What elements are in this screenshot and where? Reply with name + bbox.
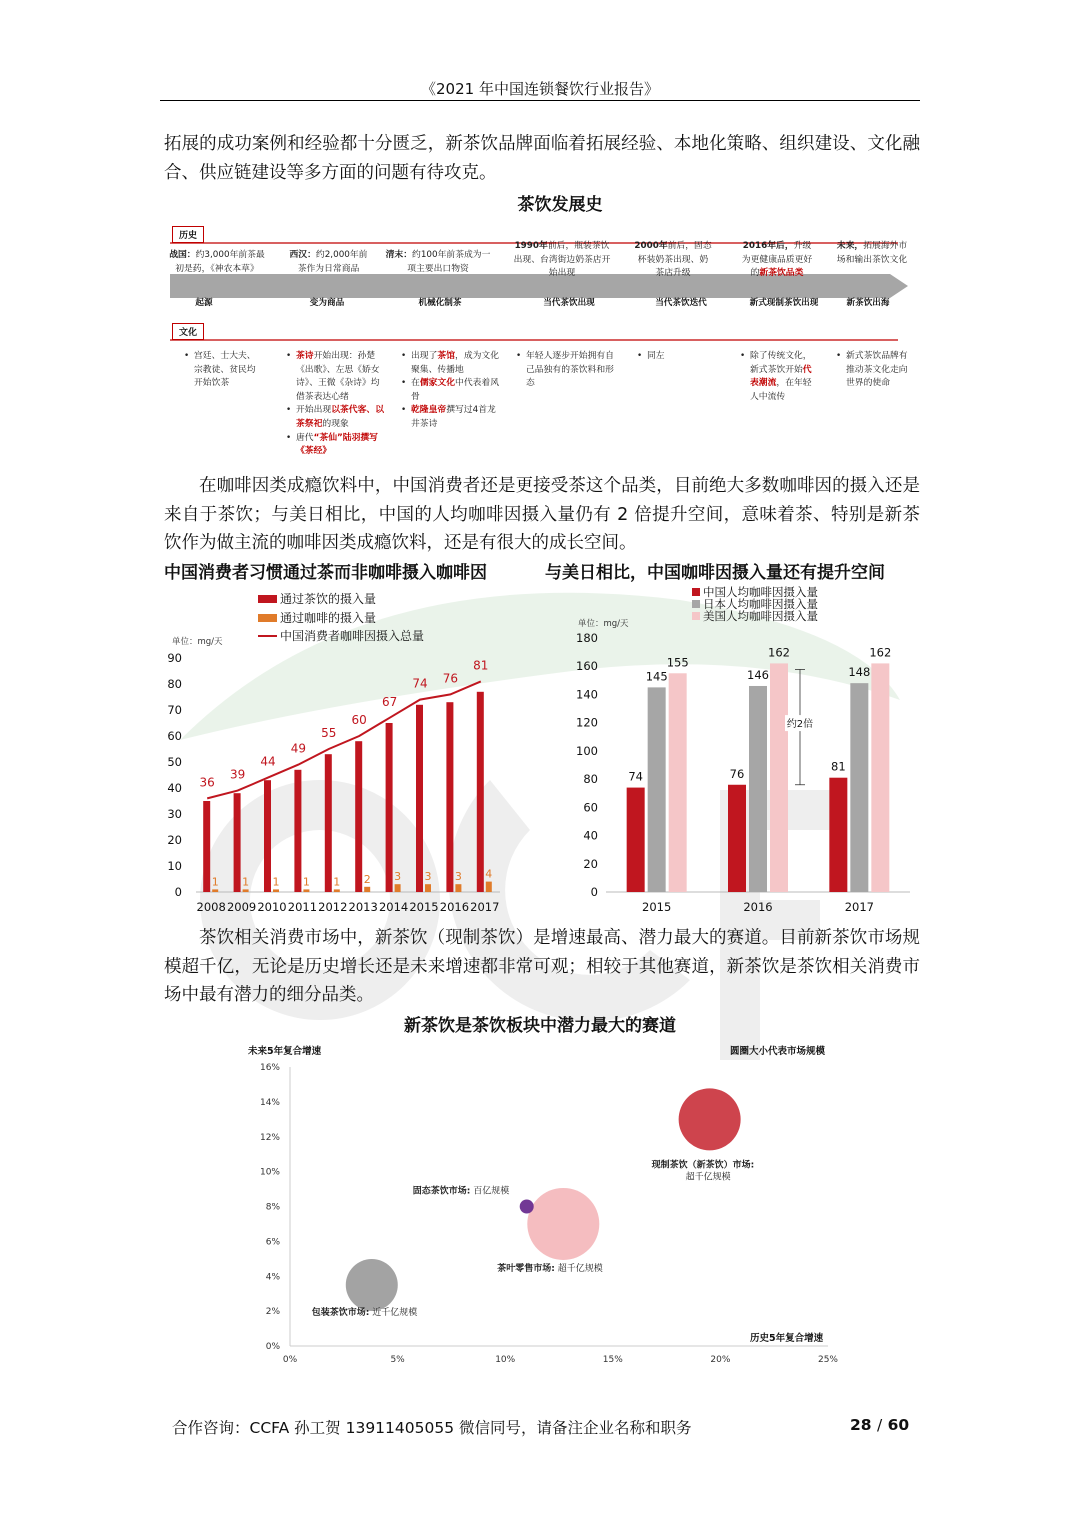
- y-tick-label: 80: [167, 677, 182, 691]
- paragraph-1: 拓展的成功案例和经验都十分匮乏，新茶饮品牌面临着拓展经验、本地化策略、组织建设、文化融合、供应链建设等多方面的问题有待攻克。: [164, 134, 920, 183]
- bubble-label-size: 超千亿规模: [554, 1263, 603, 1274]
- paragraph-3: 茶饮相关消费市场中，新茶饮（现制茶饮）是增速最高、潜力最大的赛道。目前新茶饮市场规模超千亿，无论是历史增长还是未来增速都非常可观；相较于其他赛道，新茶饮是茶饮相关消费市场中最有潜力的细分品类。: [164, 928, 920, 1005]
- x-tick-label: 2016: [439, 900, 470, 914]
- history-3: 清末：约100年前茶成为一项主要出口物资: [385, 250, 491, 274]
- stage-6: 新式现制茶饮出现: [749, 298, 819, 308]
- coffee-value-label: 4: [485, 867, 493, 881]
- culture-2: • 茶诗开始出现：孙楚《出歌》、左思《娇女诗》、王微《杂诗》均借茶表达心绪 • 开始出现以茶代客、以茶祭祀的现象 • 唐代“茶仙”陆羽撰写《茶经》: [286, 350, 386, 459]
- y-tick-label: 12%: [259, 1132, 280, 1143]
- history-4: 1990年前后，瓶装茶饮出现、台湾街边奶茶店开始出现: [513, 241, 611, 279]
- history-1: 战国：约3,000年前茶最初是药，《神农本草》: [169, 250, 265, 274]
- y-tick-label: 14%: [259, 1097, 280, 1108]
- y-tick-label: 16%: [259, 1063, 280, 1073]
- bar-1: [749, 686, 767, 892]
- bubble-label: [497, 1262, 602, 1274]
- bar-coffee: [364, 887, 370, 892]
- bar-coffee: [395, 884, 401, 892]
- bubble-label: [413, 1185, 509, 1197]
- y-tick-label: 120: [576, 715, 598, 730]
- bar-tea: [477, 692, 484, 892]
- chart3-title: 新茶饮是茶饮板块中潜力最大的赛道: [404, 1016, 676, 1036]
- footer-contact: 合作咨询：CCFA 孙工贺 13911405055 微信同号，请备注企业名称和职务: [172, 1419, 692, 1437]
- stage-5: 当代茶饮迭代: [655, 298, 707, 308]
- bar-value-label: 76: [729, 766, 745, 781]
- x-tick-label: 0%: [282, 1355, 298, 1365]
- coffee-value-label: 3: [454, 870, 462, 884]
- bar-tea: [355, 741, 362, 892]
- x-tick-label: 2016: [743, 900, 773, 914]
- x-tick-label: 2012: [318, 900, 348, 914]
- bar-0: [829, 778, 847, 892]
- y-tick-label: 20: [583, 856, 598, 871]
- total-value-label: 60: [351, 713, 367, 727]
- bar-tea: [294, 770, 301, 892]
- bar-1: [648, 687, 666, 892]
- history-5: 2000年前后，固态杯装奶茶出现、奶茶店升级: [634, 241, 712, 279]
- total-value-label: 49: [290, 741, 307, 756]
- size-note: 圆圈大小代表市场规模: [730, 1046, 826, 1057]
- bar-tea: [234, 793, 241, 892]
- x-tick-label: 2017: [844, 900, 874, 914]
- bar-coffee: [334, 889, 340, 892]
- y-tick-label: 4%: [265, 1272, 280, 1283]
- chart1-unit: 单位：mg/天: [172, 637, 223, 647]
- legend-item-usa: 美国人均咖啡因摄入量: [692, 610, 818, 622]
- culture-5: • 同左: [637, 350, 697, 364]
- y-tick-label: 8%: [265, 1202, 280, 1213]
- coffee-value-label: 2: [363, 872, 371, 886]
- bar-2: [871, 663, 889, 892]
- bubble: [346, 1259, 398, 1311]
- coffee-value-label: 3: [424, 870, 432, 884]
- total-value-label: 39: [229, 767, 246, 782]
- x-tick-label: 10%: [495, 1355, 516, 1365]
- y-tick-label: 50: [167, 755, 182, 769]
- x-tick-label: 2014: [378, 900, 409, 914]
- x-tick-label: 2008: [196, 900, 226, 914]
- x-axis-title: 历史5年复合增速: [750, 1333, 824, 1344]
- stage-1: 起源: [195, 298, 213, 308]
- bar-tea: [446, 702, 453, 892]
- x-tick-label: 2017: [470, 900, 500, 914]
- legend-item-japan: 日本人均咖啡因摄入量: [692, 598, 818, 610]
- bar-tea: [416, 705, 423, 892]
- bar-value-label: 148: [848, 665, 871, 680]
- chart1-title: 中国消费者习惯通过茶而非咖啡摄入咖啡因: [164, 563, 487, 583]
- history-6: 2016年后，升级为更健康品质更好的新茶饮品类: [741, 241, 813, 279]
- bar-value-label: 155: [666, 655, 689, 670]
- x-tick-label: 2011: [287, 900, 318, 914]
- y-tick-label: 40: [583, 828, 598, 843]
- bar-tea: [203, 801, 210, 892]
- coffee-value-label: 1: [272, 875, 280, 889]
- y-tick-label: 70: [167, 703, 182, 717]
- bar-value-label: 74: [628, 769, 643, 784]
- coffee-value-label: 1: [211, 875, 219, 889]
- bar-coffee: [425, 884, 431, 892]
- culture-4: • 年轻人逐步开始拥有自己品独有的茶饮料和形态: [516, 350, 616, 391]
- x-tick-label: 2015: [642, 900, 672, 914]
- bubble-label-bold: 茶叶零售市场:: [497, 1263, 555, 1274]
- chart2-caffeine-comparison: [570, 612, 920, 918]
- total-value-label: 44: [260, 754, 276, 769]
- bar-2: [669, 673, 687, 892]
- paragraph-2: 在咖啡因类成瘾饮料中，中国消费者还是更接受茶这个品类，目前绝大多数咖啡因的摄入还是来自于茶饮；与美日相比，中国的人均咖啡因摄入量仍有 2 倍提升空间，意味着茶、特别是新茶饮作为做主流的咖啡因类成瘾饮料，还是有很大的成长空间。: [164, 476, 920, 553]
- stage-2: 变为商品: [309, 298, 345, 308]
- page-header: 《2021 年中国连锁餐饮行业报告》: [421, 80, 659, 98]
- bubble-label-bold: 包装茶饮市场:: [311, 1307, 370, 1318]
- bar-value-label: 81: [831, 759, 846, 774]
- bar-coffee: [455, 884, 461, 892]
- y-tick-label: 0: [174, 885, 182, 899]
- total-value-label: 81: [473, 658, 489, 673]
- y-tick-label: 160: [576, 659, 598, 674]
- bar-tea: [386, 723, 393, 892]
- bubble-label: [651, 1158, 755, 1182]
- x-tick-label: 2009: [226, 900, 257, 914]
- legend-item-coffee: 通过咖啡的摄入量: [258, 609, 424, 628]
- stage-3: 机械化制茶: [418, 298, 462, 308]
- y-tick-label: 20: [167, 833, 182, 847]
- bubble-label-bold: 固态茶饮市场:: [412, 1186, 471, 1197]
- x-tick-label: 25%: [817, 1355, 839, 1365]
- x-tick-label: 15%: [602, 1355, 623, 1365]
- bar-1: [850, 683, 868, 892]
- y-tick-label: 10: [167, 859, 182, 873]
- bar-2: [770, 663, 788, 892]
- total-line: [207, 681, 481, 798]
- bar-coffee: [243, 889, 249, 892]
- total-value-label: 67: [381, 694, 398, 709]
- bar-tea: [264, 780, 271, 892]
- bubble-label: [312, 1306, 417, 1318]
- y-tick-label: 40: [167, 781, 182, 795]
- bubble: [527, 1188, 599, 1260]
- chart2-unit: 单位：mg/天: [578, 619, 629, 629]
- footer-page-number: 28 / 60: [850, 1416, 910, 1434]
- coffee-value-label: 1: [333, 875, 341, 889]
- legend-item-total: 中国消费者咖啡因摄入总量: [258, 627, 424, 646]
- y-tick-label: 60: [167, 729, 182, 743]
- bar-coffee: [212, 889, 218, 892]
- coffee-value-label: 1: [302, 875, 310, 889]
- bar-0: [728, 785, 746, 892]
- x-tick-label: 2015: [409, 900, 439, 914]
- bubble: [679, 1088, 741, 1150]
- coffee-value-label: 3: [394, 870, 402, 884]
- history-tag: 历史: [172, 226, 204, 243]
- y-tick-label: 80: [583, 772, 598, 787]
- total-value-label: 55: [321, 726, 337, 740]
- history-7: 未来，拓展海外市场和输出茶饮文化: [836, 241, 908, 265]
- chart2-title: 与美日相比，中国咖啡因摄入量还有提升空间: [545, 563, 885, 583]
- timeline-title: 茶饮发展史: [517, 195, 603, 215]
- culture-6: • 除了传统文化，新式茶饮开始代表潮流，在年轻人中流传: [740, 350, 816, 404]
- y-tick-label: 6%: [265, 1237, 280, 1248]
- bar-coffee: [273, 889, 279, 892]
- y-tick-label: 0: [590, 885, 598, 899]
- bar-value-label: 162: [768, 645, 790, 660]
- y-tick-label: 100: [576, 743, 598, 758]
- total-value-label: 74: [412, 676, 428, 691]
- total-value-label: 76: [442, 671, 459, 686]
- bar-coffee: [303, 889, 309, 892]
- bubble-label-size: 近千亿规模: [369, 1307, 418, 1318]
- x-tick-label: 2013: [348, 900, 378, 914]
- culture-1: • 宫廷、士大夫、宗教徒、贫民均开始饮茶: [184, 350, 256, 391]
- bubble-label-size: 超千亿规模: [685, 1172, 731, 1183]
- bubble-label-size: 百亿规模: [470, 1186, 510, 1197]
- gap-annotation: 约2倍: [786, 719, 814, 731]
- stage-7: 新茶饮出海: [846, 298, 890, 308]
- total-value-label: 36: [199, 775, 215, 790]
- bubble-label-bold: 现制茶饮（新茶饮）市场:: [651, 1160, 755, 1171]
- legend-item-china: 中国人均咖啡因摄入量: [692, 586, 818, 598]
- bar-value-label: 162: [869, 645, 892, 660]
- x-tick-label: 2010: [257, 900, 287, 914]
- stage-4: 当代茶饮出现: [543, 298, 595, 308]
- legend-item-tea: 通过茶饮的摄入量: [258, 590, 424, 609]
- x-tick-label: 20%: [710, 1355, 731, 1365]
- y-tick-label: 140: [576, 687, 598, 702]
- bar-value-label: 145: [645, 669, 668, 684]
- chart1-caffeine-trend: [160, 628, 510, 918]
- bar-coffee: [486, 882, 492, 892]
- y-tick-label: 90: [167, 651, 182, 665]
- history-2: 西汉：约2,000年前茶作为日常商品: [289, 250, 368, 274]
- culture-3: • 出现了茶馆，成为文化聚集、传播地 • 在儒家文化中代表着风骨 • 乾隆皇帝撰写过4首龙井茶诗: [401, 350, 501, 432]
- y-tick-label: 30: [167, 807, 182, 821]
- bar-value-label: 146: [747, 667, 769, 682]
- bar-tea: [325, 754, 332, 892]
- y-tick-label: 60: [583, 800, 598, 815]
- x-tick-label: 5%: [390, 1355, 405, 1365]
- y-tick-label: 10%: [259, 1167, 280, 1178]
- bar-0: [627, 788, 645, 892]
- bubble: [520, 1200, 534, 1214]
- y-axis-title: 未来5年复合增速: [248, 1046, 322, 1057]
- y-tick-label: 180: [576, 631, 598, 645]
- y-tick-label: 0%: [265, 1342, 280, 1352]
- y-tick-label: 2%: [265, 1307, 280, 1318]
- culture-7: • 新式茶饮品牌有推动茶文化走向世界的使命: [836, 350, 908, 391]
- culture-tag: 文化: [172, 323, 204, 340]
- header-rule: [160, 100, 920, 101]
- coffee-value-label: 1: [242, 875, 250, 889]
- chart3-bubble: [240, 1040, 840, 1370]
